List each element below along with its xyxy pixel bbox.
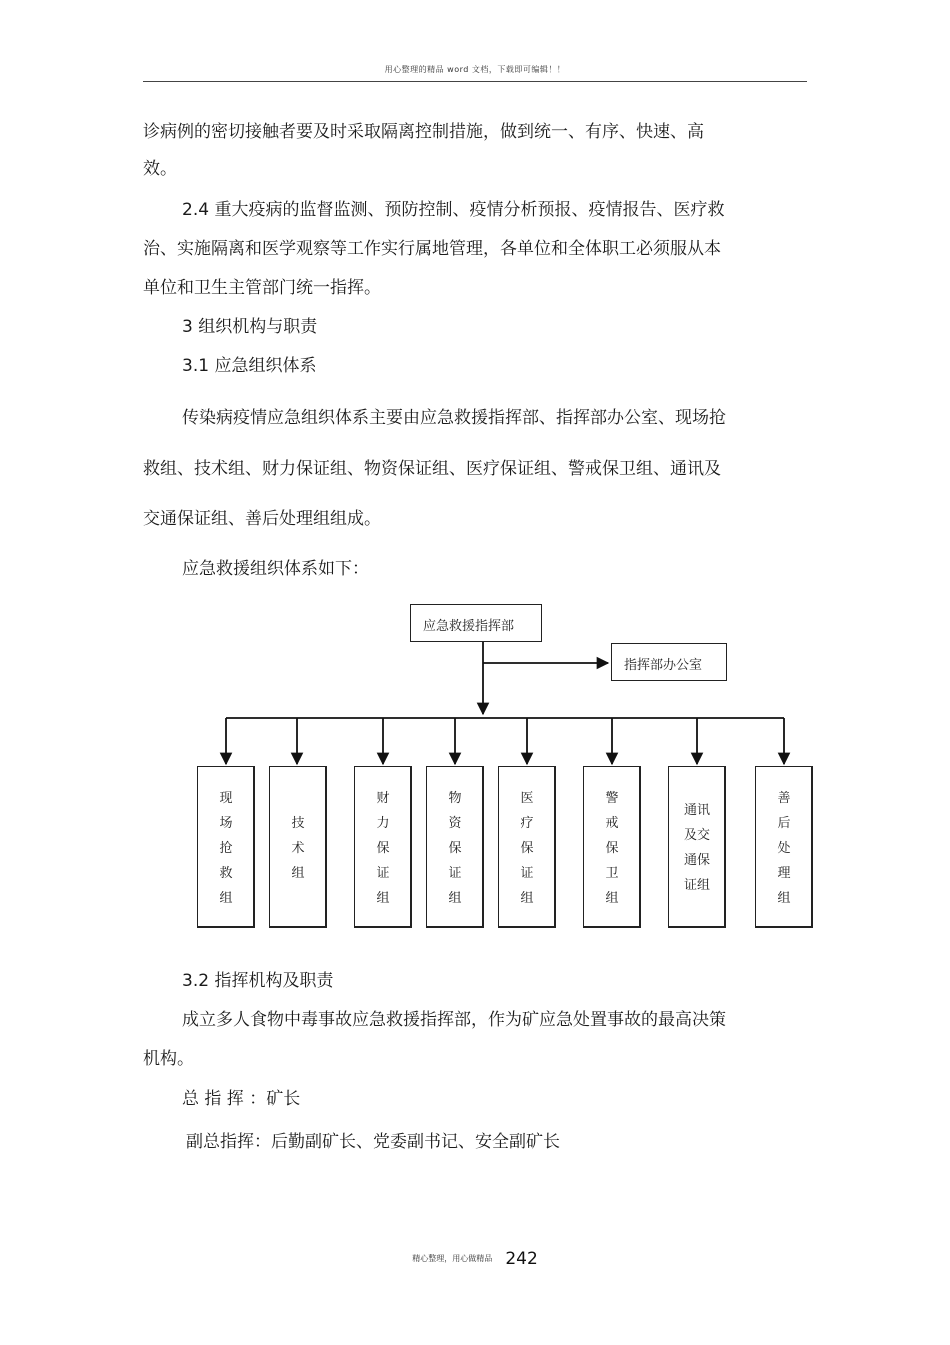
paragraph-line: 治、实施隔离和医学观察等工作实行属地管理，各单位和全体职工必须服从本	[143, 239, 721, 259]
org-label-group: 物 资 保 证 组	[448, 791, 462, 906]
org-label-group: 财 力 保 证 组	[376, 791, 390, 906]
org-label-office: 指挥部办公室	[624, 658, 703, 673]
paragraph-line: 2.4 重大疫病的监督监测、预防控制、疫情分析预报、疫情报告、医疗救	[182, 200, 725, 220]
paragraph-line: 交通保证组、善后处理组组成。	[143, 509, 381, 529]
org-label-group: 医 疗 保 证 组	[520, 791, 534, 906]
subsection-heading: 3.1 应急组织体系	[182, 356, 317, 376]
org-label-group: 通讯 及交 通保 证组	[683, 803, 710, 893]
org-label-group: 警 戒 保 卫 组	[605, 791, 619, 906]
page-header: 用心整理的精品 word 文档，下载即可编辑！！	[384, 65, 566, 74]
paragraph-line: 救组、技术组、财力保证组、物资保证组、医疗保证组、警戒保卫组、通讯及	[143, 459, 721, 479]
paragraph-line: 机构。	[143, 1049, 194, 1069]
page-footer	[0, 1248, 950, 1269]
subsection-heading: 3.2 指挥机构及职责	[182, 971, 334, 991]
org-label-group: 善 后 处 理 组	[777, 791, 791, 906]
paragraph-line: 效。	[143, 159, 177, 179]
paragraph-line: 成立多人食物中毒事故应急救援指挥部，作为矿应急处置事故的最高决策	[182, 1010, 726, 1030]
paragraph-line: 应急救援组织体系如下：	[182, 559, 369, 579]
org-label-command-center: 应急救援指挥部	[423, 619, 515, 634]
paragraph-line: 传染病疫情应急组织体系主要由应急救援指挥部、指挥部办公室、现场抢	[182, 408, 726, 428]
paragraph-line: 副总指挥：后勤副矿长、党委副书记、安全副矿长	[186, 1132, 560, 1152]
page-number: 242	[505, 1248, 538, 1269]
section-heading: 3 组织机构与职责	[182, 317, 318, 337]
paragraph-line: 诊病例的密切接触者要及时采取隔离控制措施，做到统一、有序、快速、高	[143, 122, 704, 142]
footer-text: 精心整理，用心做精品	[412, 1254, 493, 1263]
org-label-group: 现 场 抢 救 组	[219, 791, 233, 906]
paragraph-line: 总 指 挥 ：矿长	[182, 1089, 301, 1109]
org-label-group: 技 术 组	[291, 816, 305, 881]
paragraph-line: 单位和卫生主管部门统一指挥。	[143, 278, 381, 298]
